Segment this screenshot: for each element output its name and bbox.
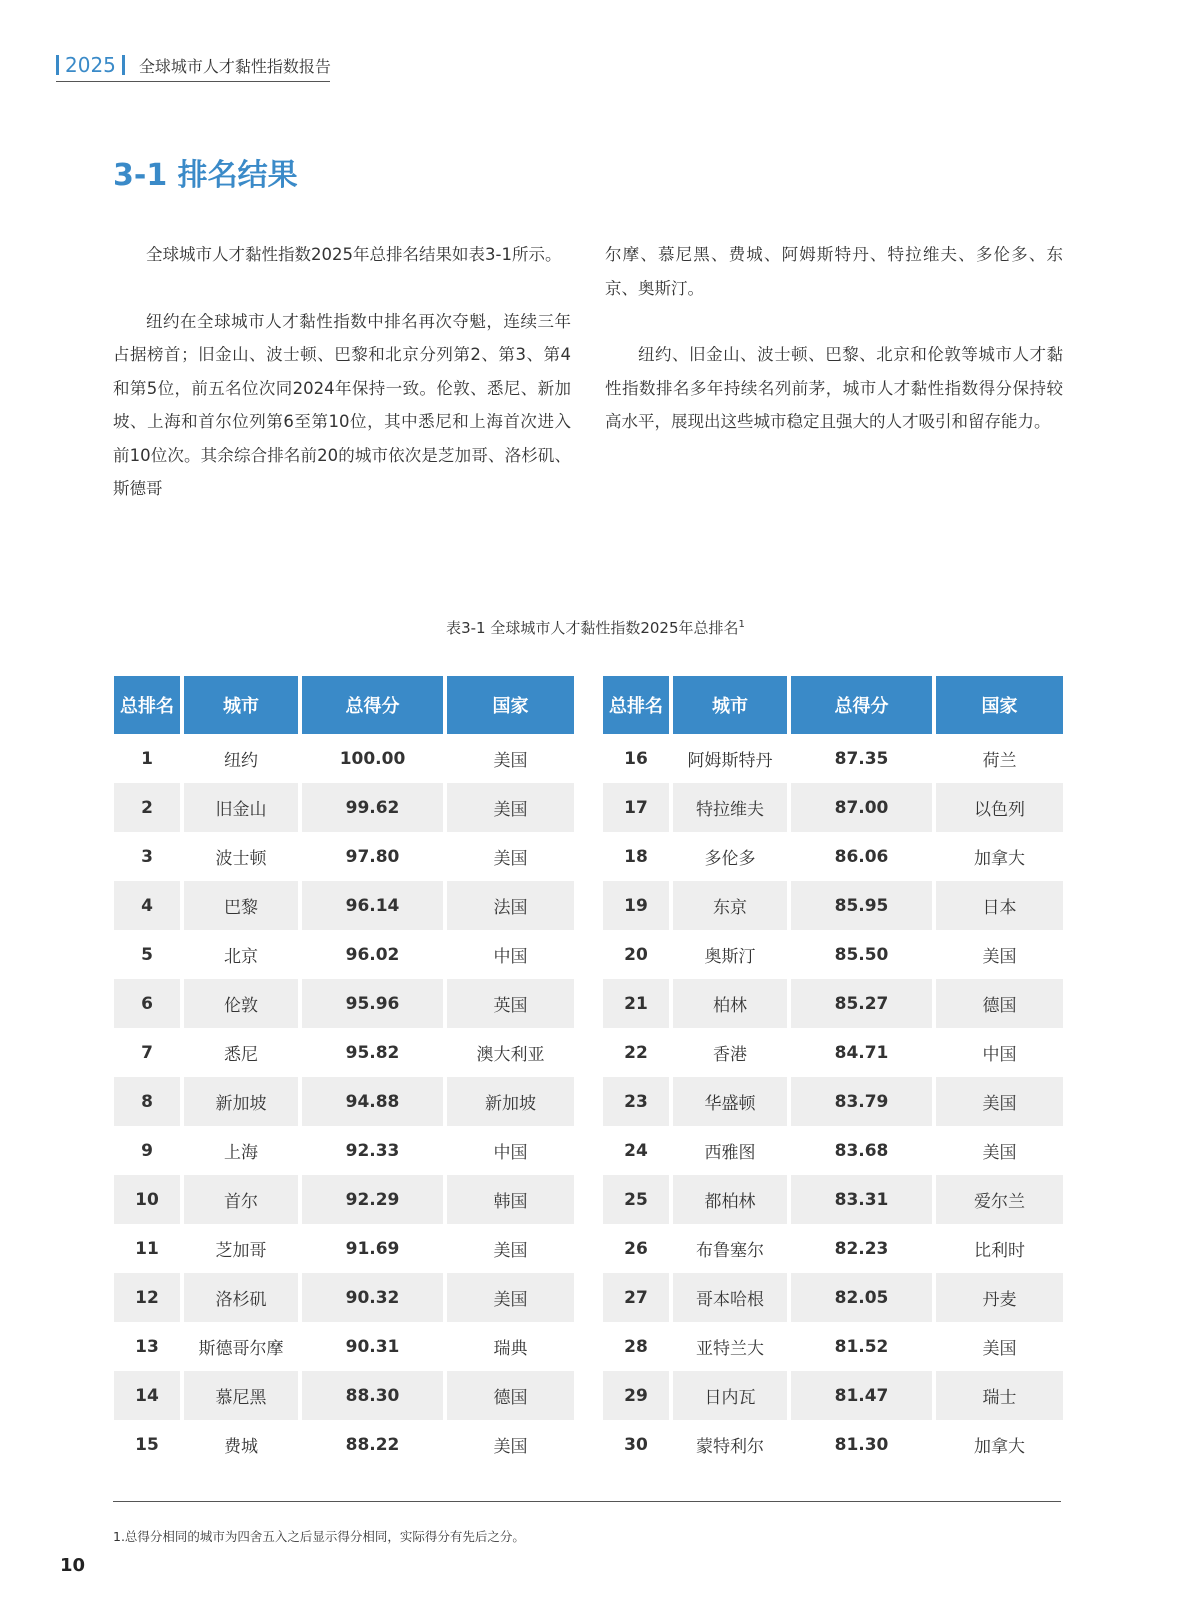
- table-body-right: [603, 734, 1063, 1469]
- section-title: 3-1 排名结果: [113, 158, 298, 193]
- country-cell: 荷兰: [982, 751, 1017, 771]
- score-cell: 81.47: [791, 1371, 932, 1420]
- country-cell: 以色列: [936, 783, 1063, 832]
- score-cell: 95.82: [345, 1042, 400, 1063]
- country-cell: 加拿大: [974, 849, 1025, 869]
- header-score: 总得分: [791, 676, 932, 734]
- city-cell: 纽约: [224, 751, 258, 771]
- rank-cell: 12: [114, 1273, 180, 1322]
- score-cell: 96.02: [345, 944, 400, 965]
- rank-cell: 17: [603, 783, 669, 832]
- country-cell: 美国: [447, 1273, 574, 1322]
- score-cell: 88.22: [345, 1434, 400, 1455]
- rank-cell: 3: [141, 846, 153, 867]
- rank-cell: 16: [624, 748, 648, 769]
- country-cell: 美国: [982, 947, 1017, 967]
- city-cell: 东京: [673, 881, 787, 930]
- rank-cell: 2: [114, 783, 180, 832]
- country-cell: 美国: [493, 1437, 528, 1457]
- body-paragraph: 纽约、旧金山、波士顿、巴黎、北京和伦敦等城市人才黏性指数排名多年持续名列前茅，城市人才黏性指数得分保持较高水平，展现出这些城市稳定且强大的人才吸引和留存能力。: [605, 345, 1063, 431]
- table-row: [603, 1077, 1063, 1126]
- table-row: [114, 734, 574, 783]
- score-cell: 86.06: [834, 846, 889, 867]
- table-row: [603, 930, 1063, 979]
- city-cell: 慕尼黑: [184, 1371, 298, 1420]
- city-cell: 都柏林: [673, 1175, 787, 1224]
- table-header-row: [603, 676, 1063, 734]
- header-rank: 总排名: [603, 676, 669, 734]
- country-cell: 澳大利亚: [476, 1045, 545, 1065]
- country-cell: 美国: [493, 849, 528, 869]
- body-column-left: [113, 238, 571, 539]
- score-cell: 81.30: [834, 1434, 889, 1455]
- footnote-rule: [113, 1501, 1061, 1502]
- country-cell: 美国: [936, 1077, 1063, 1126]
- score-cell: 85.27: [791, 979, 932, 1028]
- table-row: [114, 1077, 574, 1126]
- city-cell: 日内瓦: [673, 1371, 787, 1420]
- score-cell: 87.00: [791, 783, 932, 832]
- header-year: 2025: [65, 53, 116, 77]
- rank-cell: 24: [624, 1140, 648, 1161]
- report-header: [56, 52, 331, 78]
- rank-cell: 8: [114, 1077, 180, 1126]
- rank-cell: 22: [624, 1042, 648, 1063]
- rank-cell: 9: [141, 1140, 153, 1161]
- score-cell: 83.79: [791, 1077, 932, 1126]
- table-row: [603, 1420, 1063, 1469]
- table-row: [603, 1322, 1063, 1371]
- country-cell: 加拿大: [974, 1437, 1025, 1457]
- table-row: [603, 1126, 1063, 1175]
- table-header-row: [114, 676, 574, 734]
- score-cell: 100.00: [339, 748, 406, 769]
- table-row: [603, 1028, 1063, 1077]
- table-row: [114, 1028, 574, 1077]
- city-cell: 奥斯汀: [704, 947, 756, 967]
- city-cell: 特拉维夫: [673, 783, 787, 832]
- body-column-right: [605, 238, 1063, 472]
- country-cell: 英国: [447, 979, 574, 1028]
- table-caption: [0, 617, 1191, 638]
- table-row: [114, 1371, 574, 1420]
- score-cell: 81.52: [834, 1336, 889, 1357]
- city-cell: 旧金山: [184, 783, 298, 832]
- header-city: 城市: [184, 676, 298, 734]
- header-bar-right: [122, 55, 125, 75]
- country-cell: 美国: [493, 1241, 528, 1261]
- ranking-table-left: [110, 676, 578, 1469]
- score-cell: 83.31: [791, 1175, 932, 1224]
- score-cell: 92.29: [302, 1175, 443, 1224]
- rank-cell: 20: [624, 944, 648, 965]
- header-score: 总得分: [302, 676, 443, 734]
- table-row: [114, 881, 574, 930]
- country-cell: 日本: [936, 881, 1063, 930]
- header-doc-title: 全球城市人才黏性指数报告: [138, 56, 331, 76]
- score-cell: 92.33: [345, 1140, 400, 1161]
- score-cell: 96.14: [302, 881, 443, 930]
- city-cell: 蒙特利尔: [696, 1437, 764, 1457]
- city-cell: 香港: [713, 1045, 747, 1065]
- table-row: [603, 734, 1063, 783]
- table-row: [114, 1126, 574, 1175]
- table-row: [114, 832, 574, 881]
- table-caption-text: 表3-1 全球城市人才黏性指数2025年总排名: [446, 619, 739, 637]
- city-cell: 伦敦: [184, 979, 298, 1028]
- score-cell: 82.05: [791, 1273, 932, 1322]
- table-row: [114, 1420, 574, 1469]
- table-row: [603, 881, 1063, 930]
- city-cell: 华盛顿: [673, 1077, 787, 1126]
- table-row: [603, 1371, 1063, 1420]
- country-cell: 韩国: [447, 1175, 574, 1224]
- city-cell: 首尔: [184, 1175, 298, 1224]
- city-cell: 西雅图: [704, 1143, 756, 1163]
- table-row: [603, 1273, 1063, 1322]
- country-cell: 美国: [982, 1339, 1017, 1359]
- country-cell: 瑞士: [936, 1371, 1063, 1420]
- rank-cell: 14: [114, 1371, 180, 1420]
- body-paragraph: 全球城市人才黏性指数2025年总排名结果如表3-1所示。: [146, 245, 562, 264]
- rank-cell: 21: [603, 979, 669, 1028]
- country-cell: 新加坡: [447, 1077, 574, 1126]
- city-cell: 波士顿: [215, 849, 267, 869]
- city-cell: 布鲁塞尔: [696, 1241, 764, 1261]
- rank-cell: 1: [141, 748, 153, 769]
- score-cell: 82.23: [834, 1238, 889, 1259]
- header-underline: [56, 81, 330, 82]
- score-cell: 95.96: [302, 979, 443, 1028]
- table-row: [114, 1175, 574, 1224]
- country-cell: 中国: [982, 1045, 1017, 1065]
- rank-cell: 28: [624, 1336, 648, 1357]
- header-country: 国家: [936, 676, 1063, 734]
- city-cell: 芝加哥: [215, 1241, 267, 1261]
- table-row: [114, 979, 574, 1028]
- score-cell: 85.50: [834, 944, 889, 965]
- city-cell: 哥本哈根: [673, 1273, 787, 1322]
- score-cell: 90.31: [345, 1336, 400, 1357]
- rank-cell: 7: [141, 1042, 153, 1063]
- footnote: 1.总得分相同的城市为四舍五入之后显示得分相同，实际得分有先后之分。: [113, 1529, 525, 1544]
- country-cell: 瑞典: [493, 1339, 528, 1359]
- body-paragraph: 纽约在全球城市人才黏性指数中排名再次夺魁，连续三年占据榜首；旧金山、波士顿、巴黎和北京分列第2、第3、第4和第5位，前五名位次同2024年保持一致。伦敦、悉尼、新加坡、上海和首尔位列第6至第10位，其中悉尼和上海首次进入前10位次。其余综合排名前20的城市依次是芝加哥、洛杉矶、斯德哥: [113, 311, 571, 498]
- rank-cell: 30: [624, 1434, 648, 1455]
- country-cell: 中国: [493, 947, 528, 967]
- country-cell: 德国: [447, 1371, 574, 1420]
- rank-cell: 25: [603, 1175, 669, 1224]
- score-cell: 91.69: [345, 1238, 400, 1259]
- rank-cell: 29: [603, 1371, 669, 1420]
- page-number: 10: [60, 1555, 86, 1576]
- table-row: [603, 979, 1063, 1028]
- table-row: [603, 1175, 1063, 1224]
- rank-cell: 19: [603, 881, 669, 930]
- city-cell: 多伦多: [704, 849, 756, 869]
- rank-cell: 15: [135, 1434, 159, 1455]
- city-cell: 阿姆斯特丹: [687, 751, 773, 771]
- table-row: [114, 783, 574, 832]
- country-cell: 比利时: [974, 1241, 1025, 1261]
- table-caption-note: 1: [738, 619, 745, 630]
- city-cell: 新加坡: [184, 1077, 298, 1126]
- rank-cell: 5: [141, 944, 153, 965]
- rank-cell: 27: [603, 1273, 669, 1322]
- rank-cell: 23: [603, 1077, 669, 1126]
- city-cell: 斯德哥尔摩: [198, 1339, 284, 1359]
- country-cell: 德国: [936, 979, 1063, 1028]
- rank-cell: 4: [114, 881, 180, 930]
- rank-cell: 18: [624, 846, 648, 867]
- table-row: [603, 1224, 1063, 1273]
- table-row: [603, 783, 1063, 832]
- score-cell: 83.68: [834, 1140, 889, 1161]
- rank-cell: 6: [114, 979, 180, 1028]
- country-cell: 法国: [447, 881, 574, 930]
- rank-cell: 26: [624, 1238, 648, 1259]
- table-row: [603, 832, 1063, 881]
- city-cell: 柏林: [673, 979, 787, 1028]
- rank-cell: 13: [135, 1336, 159, 1357]
- rank-cell: 11: [135, 1238, 159, 1259]
- score-cell: 87.35: [834, 748, 889, 769]
- header-rank: 总排名: [114, 676, 180, 734]
- header-bar-left: [56, 55, 59, 75]
- score-cell: 90.32: [302, 1273, 443, 1322]
- score-cell: 97.80: [345, 846, 400, 867]
- score-cell: 84.71: [834, 1042, 889, 1063]
- city-cell: 悉尼: [224, 1045, 258, 1065]
- table-row: [114, 1224, 574, 1273]
- country-cell: 丹麦: [936, 1273, 1063, 1322]
- table-row: [114, 1322, 574, 1371]
- score-cell: 94.88: [302, 1077, 443, 1126]
- score-cell: 85.95: [791, 881, 932, 930]
- city-cell: 巴黎: [184, 881, 298, 930]
- table-row: [114, 1273, 574, 1322]
- country-cell: 中国: [493, 1143, 528, 1163]
- city-cell: 北京: [224, 947, 258, 967]
- header-country: 国家: [447, 676, 574, 734]
- table-row: [114, 930, 574, 979]
- city-cell: 亚特兰大: [696, 1339, 764, 1359]
- rank-cell: 10: [114, 1175, 180, 1224]
- city-cell: 费城: [224, 1437, 258, 1457]
- country-cell: 爱尔兰: [936, 1175, 1063, 1224]
- score-cell: 99.62: [302, 783, 443, 832]
- body-paragraph: 尔摩、慕尼黑、费城、阿姆斯特丹、特拉维夫、多伦多、东京、奥斯汀。: [605, 245, 1063, 298]
- city-cell: 上海: [224, 1143, 258, 1163]
- country-cell: 美国: [982, 1143, 1017, 1163]
- city-cell: 洛杉矶: [184, 1273, 298, 1322]
- score-cell: 88.30: [302, 1371, 443, 1420]
- ranking-table-right: [599, 676, 1067, 1469]
- header-city: 城市: [673, 676, 787, 734]
- country-cell: 美国: [447, 783, 574, 832]
- country-cell: 美国: [493, 751, 528, 771]
- table-body-left: [114, 734, 574, 1469]
